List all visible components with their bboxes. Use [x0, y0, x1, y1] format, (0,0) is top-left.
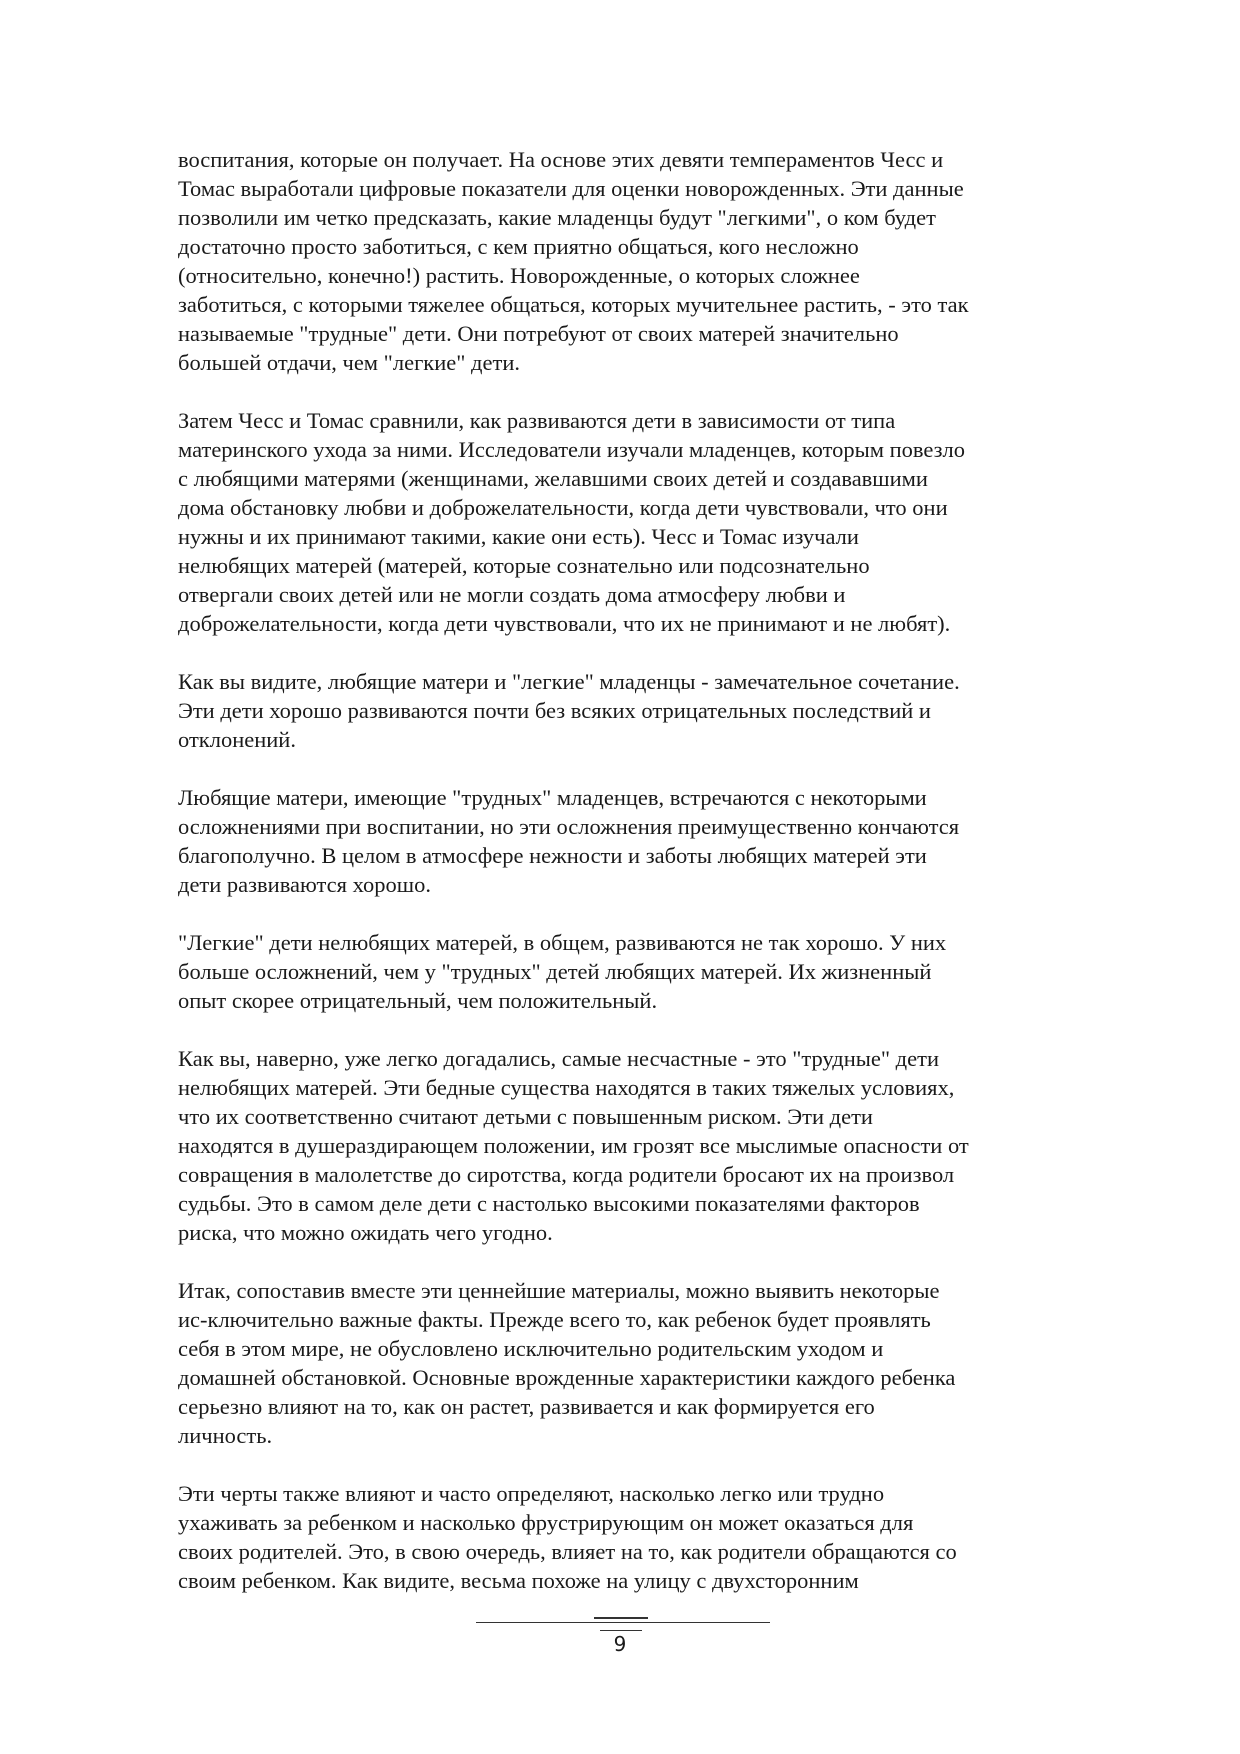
paragraph	[178, 928, 1078, 1015]
text-line: серьезно влияют на то, как он растет, развивается и как формируется его	[178, 1394, 875, 1419]
text-line: что их соответственно считают детьми с повышенным риском. Эти дети	[178, 1104, 873, 1129]
text-line: ис-ключительно важные факты. Прежде всего то, как ребенок будет проявлять	[178, 1307, 931, 1332]
text-line: материнского ухода за ними. Исследователи изучали младенцев, которым повезло	[178, 437, 966, 462]
body-text	[178, 145, 1078, 1624]
paragraph	[178, 783, 1078, 899]
paragraph	[178, 1479, 1078, 1595]
text-line: ухаживать за ребенком и насколько фрустрирующим он может оказаться для	[178, 1510, 914, 1535]
text-line: осложнениями при воспитании, но эти осложнения преимущественно кончаются	[178, 814, 960, 839]
text-line: совращения в малолетстве до сиротства, когда родители бросают их на произвол	[178, 1162, 955, 1187]
footer-mark	[594, 1617, 648, 1619]
text-line: своим ребенком. Как видите, весьма похоже на улицу с двухсторонним	[178, 1568, 859, 1593]
text-line: опыт скорее отрицательный, чем положительный.	[178, 988, 658, 1013]
text-line: Итак, сопоставив вместе эти ценнейшие материалы, можно выявить некоторые	[178, 1278, 940, 1303]
text-line: больше осложнений, чем у "трудных" детей любящих матерей. Их жизненный	[178, 959, 932, 984]
text-line: нужны и их принимают такими, какие они есть). Чесс и Томас изучали	[178, 524, 859, 549]
text-line: нелюбящих матерей. Эти бедные существа находятся в таких тяжелых условиях,	[178, 1075, 955, 1100]
text-line: личность.	[178, 1423, 273, 1448]
paragraph	[178, 1276, 1078, 1450]
paragraph	[178, 145, 1078, 377]
text-line: Затем Чесс и Томас сравнили, как развиваются дети в зависимости от типа	[178, 408, 896, 433]
text-line: Эти черты также влияют и часто определяют, насколько легко или трудно	[178, 1481, 885, 1506]
text-line: дети развиваются хорошо.	[178, 872, 431, 897]
text-line: с любящими матерями (женщинами, желавшими своих детей и создававшими	[178, 466, 928, 491]
text-line: большей отдачи, чем "легкие" дети.	[178, 350, 520, 375]
text-line: отвергали своих детей или не могли создать дома атмосферу любви и	[178, 582, 846, 607]
text-line: домашней обстановкой. Основные врожденные характеристики каждого ребенка	[178, 1365, 956, 1390]
text-line: воспитания, которые он получает. На основе этих девяти темпераментов Чесс и	[178, 147, 944, 172]
text-line: нелюбящих матерей (матерей, которые сознательно или подсознательно	[178, 553, 870, 578]
text-line: риска, что можно ожидать чего угодно.	[178, 1220, 553, 1245]
text-line: дома обстановку любви и доброжелательности, когда дети чувствовали, что они	[178, 495, 948, 520]
text-line: "Легкие" дети нелюбящих матерей, в общем, развиваются не так хорошо. У них	[178, 930, 947, 955]
text-line: Томас выработали цифровые показатели для оценки новорожденных. Эти данные	[178, 176, 964, 201]
footer-rule	[476, 1622, 770, 1623]
text-line: судьбы. Это в самом деле дети с настолько высокими показателями факторов	[178, 1191, 920, 1216]
text-line: достаточно просто заботиться, с кем приятно общаться, кого несложно	[178, 234, 859, 259]
text-line: доброжелательности, когда дети чувствовали, что их не принимают и не любят).	[178, 611, 951, 636]
text-line: благополучно. В целом в атмосфере нежности и заботы любящих матерей эти	[178, 843, 927, 868]
text-line: Эти дети хорошо развиваются почти без всяких отрицательных последствий и	[178, 698, 931, 723]
text-line: Как вы видите, любящие матери и "легкие" младенцы - замечательное сочетание.	[178, 669, 960, 694]
text-line: Как вы, наверно, уже легко догадались, самые несчастные - это "трудные" дети	[178, 1046, 939, 1071]
text-line: Любящие матери, имеющие "трудных" младенцев, встречаются с некоторыми	[178, 785, 927, 810]
paragraph	[178, 406, 1078, 638]
text-line: отклонений.	[178, 727, 296, 752]
text-line: себя в этом мире, не обусловлено исключительно родительским уходом и	[178, 1336, 884, 1361]
page-number: 9	[613, 1632, 627, 1656]
text-line: своих родителей. Это, в свою очередь, влияет на то, как родители обращаются со	[178, 1539, 957, 1564]
text-line: называемые "трудные" дети. Они потребуют от своих матерей значительно	[178, 321, 899, 346]
text-line: (относительно, конечно!) растить. Новорожденные, о которых сложнее	[178, 263, 860, 288]
paragraph	[178, 667, 1078, 754]
text-line: находятся в душераздирающем положении, им грозят все мыслимые опасности от	[178, 1133, 969, 1158]
paragraph	[178, 1044, 1078, 1247]
footer-mark-underline	[600, 1630, 642, 1631]
text-line: позволили им четко предсказать, какие младенцы будут "легкими", о ком будет	[178, 205, 936, 230]
text-line: заботиться, с которыми тяжелее общаться, которых мучительнее растить, - это так	[178, 292, 969, 317]
